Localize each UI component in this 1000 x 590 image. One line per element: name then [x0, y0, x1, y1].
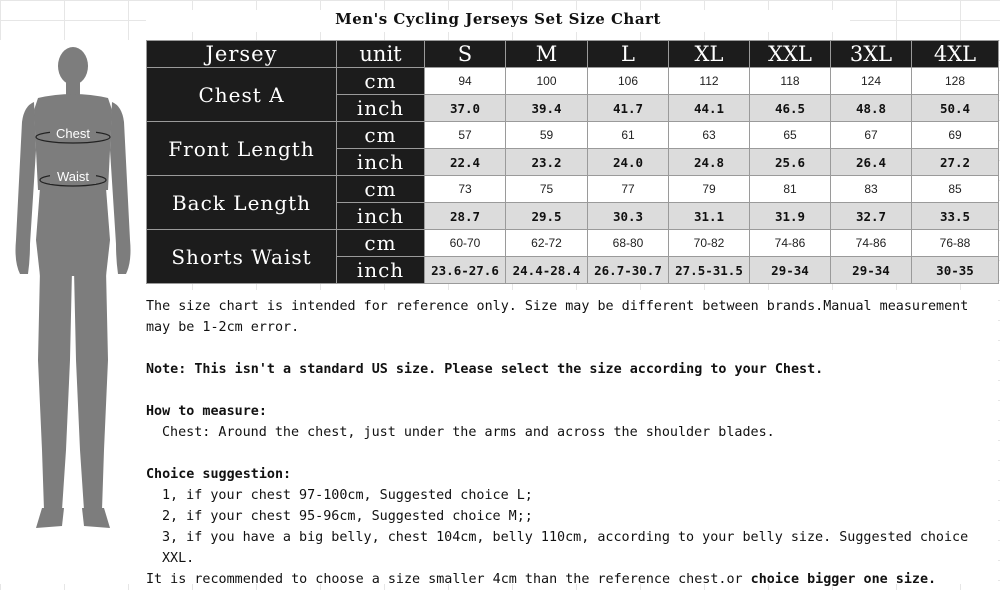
cell-inch: 22.4 [425, 149, 506, 176]
cell-cm: 112 [669, 68, 750, 95]
unit-inch: inch [337, 257, 425, 284]
measure-label: Back Length [147, 176, 337, 230]
cell-cm: 74-86 [831, 230, 912, 257]
cell-cm: 85 [912, 176, 999, 203]
choice-suggestion-title: Choice suggestion: [146, 467, 292, 482]
page-title: Men's Cycling Jerseys Set Size Chart [146, 10, 850, 32]
measure-label: Front Length [147, 122, 337, 176]
how-to-measure-chest: Chest: Around the chest, just under the arms and across the shoulder blades. [162, 425, 775, 440]
cell-inch: 48.8 [831, 95, 912, 122]
recommend-plain: It is recommended to choose a size smaller 4cm than the reference chest.or [146, 572, 751, 587]
how-to-measure-title: How to measure: [146, 404, 267, 419]
cell-inch: 41.7 [588, 95, 669, 122]
recommend-text [146, 569, 998, 590]
cell-inch: 29.5 [506, 203, 588, 230]
unit-cm: cm [337, 176, 425, 203]
choice-item: 2, if your chest 95-96cm, Suggested choice M;; [162, 509, 533, 524]
unit-cm: cm [337, 230, 425, 257]
cell-inch: 27.5-31.5 [669, 257, 750, 284]
cell-inch: 50.4 [912, 95, 999, 122]
cell-cm: 74-86 [750, 230, 831, 257]
cell-cm: 63 [669, 122, 750, 149]
choice-item: 3, if you have a big belly, chest 104cm, belly 110cm, according to your belly size. Suggested choice XXL. [162, 530, 969, 566]
header-jersey: Jersey [147, 41, 337, 68]
unit-cm: cm [337, 122, 425, 149]
cell-cm: 106 [588, 68, 669, 95]
cell-inch: 30-35 [912, 257, 999, 284]
cell-inch: 25.6 [750, 149, 831, 176]
disclaimer-text: The size chart is intended for reference only. Size may be different between brands.Manual measurement may be 1-2cm error. [146, 299, 969, 335]
header-size: XXL [750, 41, 831, 68]
body-silhouette-icon [0, 40, 146, 584]
body-figure [0, 40, 146, 584]
cell-inch: 24.8 [669, 149, 750, 176]
cell-cm: 67 [831, 122, 912, 149]
cell-inch: 23.6-27.6 [425, 257, 506, 284]
measure-label: Chest A [147, 68, 337, 122]
cell-inch: 23.2 [506, 149, 588, 176]
cell-inch: 26.7-30.7 [588, 257, 669, 284]
cell-cm: 65 [750, 122, 831, 149]
table-row [147, 68, 999, 95]
cell-cm: 83 [831, 176, 912, 203]
cell-inch: 31.1 [669, 203, 750, 230]
header-unit: unit [337, 41, 425, 68]
recommend-bold: choice bigger one size. [750, 572, 937, 587]
cell-inch: 24.4-28.4 [506, 257, 588, 284]
cell-cm: 59 [506, 122, 588, 149]
cell-inch: 26.4 [831, 149, 912, 176]
cell-cm: 118 [750, 68, 831, 95]
cell-cm: 57 [425, 122, 506, 149]
cell-inch: 32.7 [831, 203, 912, 230]
cell-inch: 39.4 [506, 95, 588, 122]
cell-inch: 37.0 [425, 95, 506, 122]
cell-cm: 61 [588, 122, 669, 149]
header-size: 4XL [912, 41, 999, 68]
cell-cm: 76-88 [912, 230, 999, 257]
cell-cm: 124 [831, 68, 912, 95]
header-size: M [506, 41, 588, 68]
cell-cm: 100 [506, 68, 588, 95]
choice-item: 1, if your chest 97-100cm, Suggested choice L; [162, 488, 533, 503]
cell-cm: 75 [506, 176, 588, 203]
table-row [147, 176, 999, 203]
size-chart-table [146, 40, 999, 284]
header-size: L [588, 41, 669, 68]
cell-cm: 70-82 [669, 230, 750, 257]
cell-cm: 73 [425, 176, 506, 203]
cell-inch: 30.3 [588, 203, 669, 230]
cell-cm: 68-80 [588, 230, 669, 257]
cell-inch: 28.7 [425, 203, 506, 230]
cell-cm: 77 [588, 176, 669, 203]
unit-inch: inch [337, 95, 425, 122]
cell-cm: 60-70 [425, 230, 506, 257]
cell-cm: 128 [912, 68, 999, 95]
cell-inch: 44.1 [669, 95, 750, 122]
cell-cm: 94 [425, 68, 506, 95]
cell-cm: 79 [669, 176, 750, 203]
cell-inch: 31.9 [750, 203, 831, 230]
waist-label: Waist [56, 169, 90, 184]
measure-label: Shorts Waist [147, 230, 337, 284]
cell-inch: 24.0 [588, 149, 669, 176]
cell-inch: 46.5 [750, 95, 831, 122]
header-size: S [425, 41, 506, 68]
cell-inch: 27.2 [912, 149, 999, 176]
notes-section [146, 290, 998, 587]
cell-inch: 29-34 [750, 257, 831, 284]
unit-cm: cm [337, 68, 425, 95]
cell-inch: 29-34 [831, 257, 912, 284]
header-size: 3XL [831, 41, 912, 68]
cell-inch: 33.5 [912, 203, 999, 230]
chest-label: Chest [56, 126, 90, 141]
header-size: XL [669, 41, 750, 68]
cell-cm: 62-72 [506, 230, 588, 257]
unit-inch: inch [337, 149, 425, 176]
table-row [147, 230, 999, 257]
note-text: Note: This isn't a standard US size. Please select the size according to your Chest. [146, 362, 824, 377]
cell-cm: 69 [912, 122, 999, 149]
header-row [147, 41, 999, 68]
cell-cm: 81 [750, 176, 831, 203]
unit-inch: inch [337, 203, 425, 230]
table-row [147, 122, 999, 149]
